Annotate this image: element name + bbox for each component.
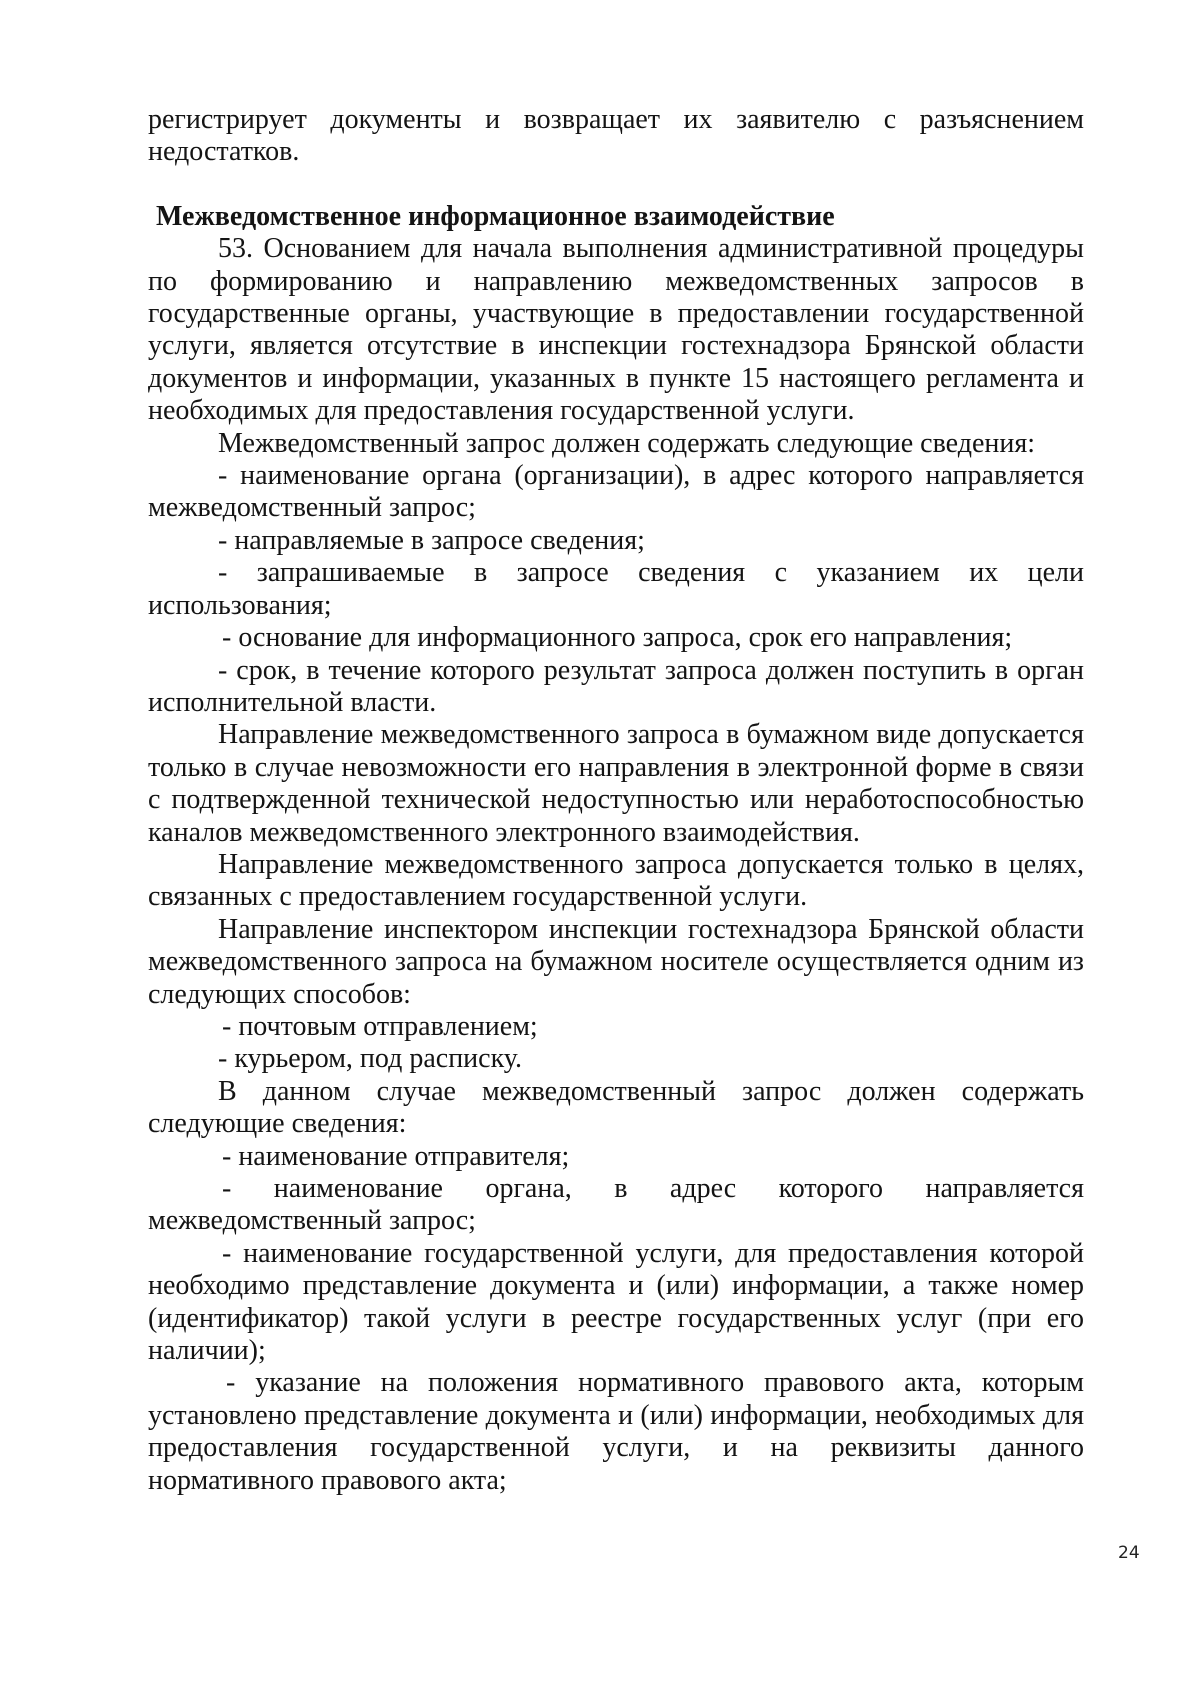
paragraph-methods: Направление инспектором инспекции гостехнадзора Брянской области межведомственного запроса на бумажном носителе осуществляется одним из следующих способов:	[148, 913, 1084, 1010]
page-number: 24	[1118, 1543, 1140, 1563]
paragraph-paper-form: Направление межведомственного запроса в бумажном виде допускается только в случае невозможности его направления в электронной форме в связи с подтвержденной технической недоступностью или неработоспособностью каналов межведомственного электронного взаимодействия.	[148, 719, 1084, 848]
list-item-requested-info: - запрашиваемые в запросе сведения с указанием их цели использования;	[148, 557, 1084, 621]
paragraph-in-this-case: В данном случае межведомственный запрос должен содержать следующие сведения:	[148, 1075, 1084, 1140]
list-item-recipient: - наименование органа, в адрес которого направляется межведомственный запрос;	[148, 1173, 1084, 1237]
list-item-post: - почтовым отправлением;	[222, 1010, 538, 1042]
list-item-deadline: - срок, в течение которого результат запроса должен поступить в орган исполнительной власти.	[148, 654, 1084, 718]
list-item-courier: - курьером, под расписку.	[218, 1043, 522, 1075]
list-item-sent-info: - направляемые в запросе сведения;	[218, 524, 645, 556]
list-item-sender: - наименование отправителя;	[222, 1140, 570, 1172]
list-item-basis: - основание для информационного запроса, срок его направления;	[222, 622, 1013, 654]
paragraph-request-contents: Межведомственный запрос должен содержать следующие сведения:	[218, 427, 1036, 459]
list-item-service: - наименование государственной услуги, для предоставления которой необходимо представление документа и (или) информации, а также номер (идентификатор) такой услуги в реестре государственных услуг (при его наличии);	[148, 1237, 1084, 1367]
paragraph-purpose: Направление межведомственного запроса допускается только в целях, связанных с предоставлением государственной услуги.	[148, 848, 1084, 913]
document-body	[148, 104, 1084, 1497]
list-item-legal-act: - указание на положения нормативного правового акта, которым установлено представление документа и (или) информации, необходимых для предоставления государственной услуги, и на реквизиты данного нормативного правового акта;	[148, 1367, 1084, 1496]
paragraph-continuation: регистрирует документы и возвращает их заявителю с разъяснением недостатков.	[148, 104, 1084, 168]
list-item-org-name: - наименование органа (организации), в адрес которого направляется межведомственный запрос;	[148, 460, 1084, 524]
paragraph-53: 53. Основанием для начала выполнения административной процедуры по формированию и направлению межведомственных запросов в государственные органы, участвующие в предоставлении государственной услуги, является отсутствие в инспекции гостехнадзора Брянской области документов и информации, указанных в пункте 15 настоящего регламента и необходимых для предоставления государственной услуги.	[148, 233, 1084, 427]
section-heading: Межведомственное информационное взаимодействие	[156, 200, 835, 232]
